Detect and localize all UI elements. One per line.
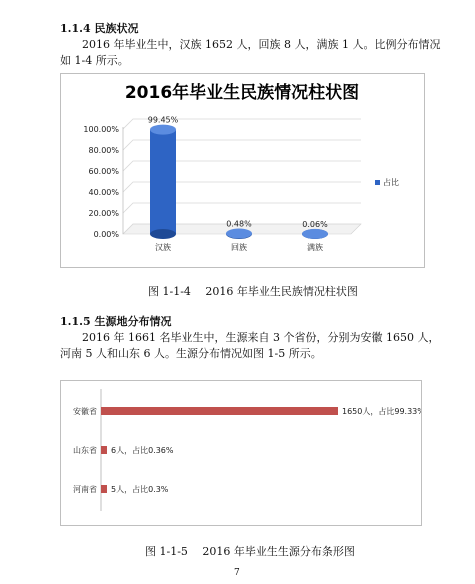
page-number: 7 — [234, 568, 240, 578]
bar-data-label: 0.06% — [302, 219, 328, 229]
section-heading-ethnicity: 1.1.4 民族状况 — [60, 22, 139, 35]
y-tick-label: 100.00% — [83, 125, 119, 134]
bar-cap — [226, 228, 252, 238]
bar-base — [150, 229, 176, 239]
bar — [150, 125, 176, 239]
bar-body — [150, 130, 176, 234]
y-category-label: 山东省 — [73, 446, 97, 455]
bar-data-label: 0.48% — [226, 219, 252, 229]
bar-data-label: 6人，占比0.36% — [111, 446, 174, 455]
bar-cap — [150, 125, 176, 135]
x-category-label: 回族 — [231, 243, 247, 252]
legend-label: 占比 — [383, 178, 399, 187]
y-category-label: 安徽省 — [73, 407, 97, 416]
figure-caption-origin: 图 1-1-5 2016 年毕业生生源分布条形图 — [145, 545, 355, 558]
bar — [302, 229, 328, 239]
section-heading-origin: 1.1.5 生源地分布情况 — [60, 315, 172, 328]
y-tick-label: 40.00% — [88, 188, 119, 197]
y-tick-label: 0.00% — [93, 230, 119, 239]
y-tick-label: 20.00% — [88, 209, 119, 218]
origin-chart-svg — [61, 381, 421, 525]
y-tick-label: 60.00% — [88, 167, 119, 176]
bar-data-label: 1650人，占比99.33% — [342, 407, 421, 416]
y-tick-label: 80.00% — [88, 146, 119, 155]
ethnicity-paragraph-line1: 2016 年毕业生中，汉族 1652 人，回族 8 人，满族 1 人。比例分布情况 — [82, 38, 441, 51]
bar-data-label: 5人，占比0.3% — [111, 485, 169, 494]
bar-data-label: 99.45% — [147, 115, 179, 125]
ethnicity-paragraph-line2: 如 1-4 所示。 — [60, 54, 129, 67]
bar — [101, 407, 338, 415]
y-category-label: 河南省 — [73, 485, 97, 494]
x-category-label: 满族 — [307, 243, 323, 252]
ethnicity-chart — [60, 73, 425, 268]
origin-paragraph-line2: 河南 5 人和山东 6 人。生源分布情况如图 1-5 所示。 — [60, 347, 322, 360]
ethnicity-chart-title: 2016年毕业生民族情况柱状图 — [124, 83, 360, 103]
bar — [101, 485, 107, 493]
legend-swatch — [375, 180, 380, 185]
ethnicity-chart-svg — [61, 74, 424, 267]
x-category-label: 汉族 — [155, 243, 171, 252]
figure-caption-ethnicity: 图 1-1-4 2016 年毕业生民族情况柱状图 — [148, 285, 358, 298]
origin-paragraph-line1: 2016 年 1661 名毕业生中，生源来自 3 个省份，分别为安徽 1650 人， — [82, 331, 440, 344]
bar-cap — [302, 229, 328, 239]
origin-chart — [60, 380, 422, 526]
bar — [101, 446, 107, 454]
bar — [226, 228, 252, 239]
